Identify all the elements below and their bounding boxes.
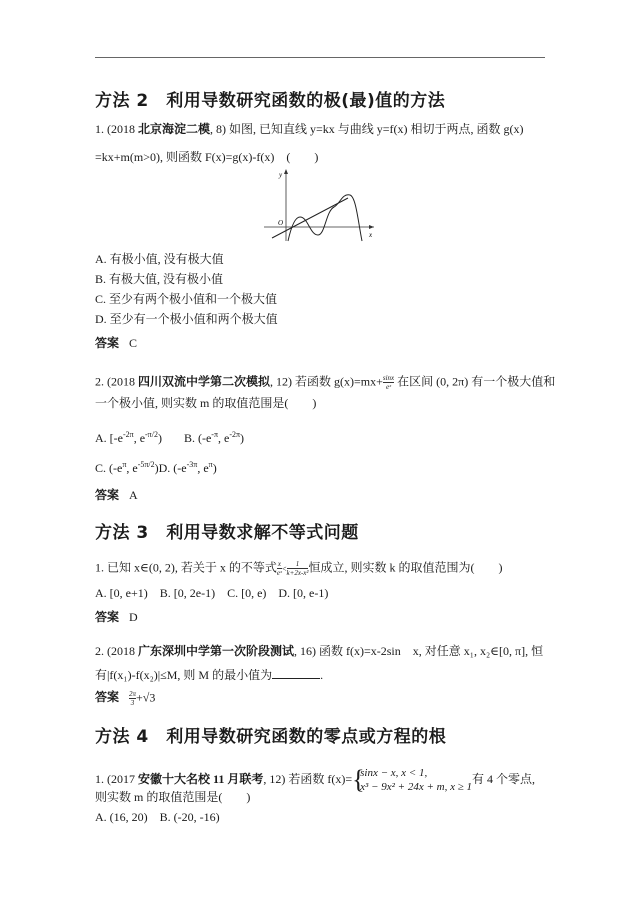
exponent: -π [211, 430, 218, 439]
text: ) [240, 431, 245, 445]
text: 有|f(x₁)-f(x₂)|≤M, 则 M 的最小值为 [95, 668, 273, 682]
text: 1. (2017 [95, 771, 138, 786]
piece-1: sinx − x, x < 1, [360, 767, 428, 779]
answer-label: 答案 [95, 690, 120, 705]
origin-label: O [278, 219, 284, 227]
exponent: -2π [122, 430, 134, 439]
text: , e [197, 461, 209, 475]
s2-q2-answer [95, 488, 138, 502]
numerator: 2π [129, 690, 137, 698]
denominator: eˣ [276, 569, 282, 577]
section-3-title: 方法 3 利用导数求解不等式问题 [95, 523, 359, 543]
answer-value: D [129, 610, 138, 624]
text: 2. (2018 [95, 644, 138, 658]
text: , 12) 若函数 g(x)=mx+ [270, 374, 383, 389]
question-source: 四川双流中学第二次模拟 [138, 374, 271, 389]
s2-q2-options-ab [95, 428, 244, 445]
answer-value: A [129, 488, 138, 502]
x-axis-label: x [369, 231, 373, 239]
section-2-title: 方法 2 利用导数研究函数的极(最)值的方法 [95, 91, 446, 111]
text: , 12) 若函数 f(x)= [263, 771, 353, 786]
s3-q2-answer [95, 690, 155, 707]
exponent: -2π [229, 430, 241, 439]
exponent: -π/2 [145, 430, 158, 439]
text: 2. (2018 [95, 374, 138, 389]
piecewise-function [352, 766, 472, 794]
numerator: 1 [287, 560, 309, 569]
s2-q1-option-b: B. 有极大值, 没有极小值 [95, 272, 224, 286]
text: 1. (2018 [95, 122, 138, 136]
denominator: eˣ [385, 383, 392, 391]
answer-label: 答案 [95, 610, 120, 624]
top-rule [95, 57, 545, 58]
question-source: 广东深圳中学第一次阶段测试 [138, 644, 295, 658]
text: A. [-e [95, 431, 123, 445]
answer-blank [272, 668, 320, 679]
exponent: π [208, 460, 213, 469]
s3-q2-line1 [95, 644, 543, 658]
s3-q2-line2 [95, 668, 323, 682]
text: , e [217, 431, 230, 445]
s3-q1-answer [95, 610, 138, 624]
text: 有 4 个零点, [471, 771, 535, 786]
text: ) [212, 461, 217, 475]
s2-q2-line2: 一个极小值, 则实数 m 的取值范围是( ) [95, 396, 317, 410]
fraction [383, 374, 394, 391]
answer-label: 答案 [95, 488, 120, 502]
curve-fx [288, 195, 362, 241]
s2-q1-option-d: D. 至少有一个极小值和两个极大值 [95, 312, 278, 326]
s4-q1-options: A. (16, 20) B. (-20, -16) [95, 810, 220, 824]
fraction [287, 560, 309, 577]
text: 在区间 (0, 2π) 有一个极大值和 [394, 374, 556, 389]
y-axis-arrow [284, 169, 288, 174]
text: . [320, 668, 324, 682]
text: , e [133, 431, 146, 445]
s2-q1-line2: =kx+m(m>0), 则函数 F(x)=g(x)-f(x) ( ) [95, 150, 319, 164]
answer-value: C [129, 336, 138, 350]
question-source: 北京海淀二模 [138, 122, 211, 136]
fraction [129, 690, 136, 707]
s2-q1-answer [95, 336, 137, 350]
y-axis-label: y [279, 171, 283, 179]
text: , 16) 函数 f(x)=x-2sin x, 对任意 x₁, x₂∈[0, π], 恒 [294, 644, 544, 658]
function-graph [262, 165, 382, 243]
answer-label: 答案 [95, 336, 120, 350]
numerator: x [277, 560, 281, 568]
piece-2: x³ − 9x² + 24x + m, x ≥ 1 [360, 781, 472, 793]
denominator: 3 [130, 699, 135, 707]
text: 1. 已知 x∈(0, 2), 若关于 x 的不等式 [95, 560, 277, 575]
s2-q2-line1 [95, 374, 555, 391]
brace: { [352, 765, 365, 794]
text: D. (-e [158, 461, 187, 475]
s4-q1-line2: 则实数 m 的取值范围是( ) [95, 790, 251, 804]
s2-q1-option-c: C. 至少有两个极小值和一个极大值 [95, 292, 278, 306]
text: +√3 [136, 690, 156, 705]
s2-q1-line1 [95, 122, 524, 136]
question-source: 安徽十大名校 11 月联考 [138, 771, 264, 786]
less-than-sign: < [281, 564, 287, 574]
s3-q1-options: A. [0, e+1) B. [0, 2e-1) C. [0, e) D. [0, e-1) [95, 586, 329, 600]
text: B. (-e [183, 431, 212, 445]
text: , 8) 如图, 已知直线 y=kx 与曲线 y=f(x) 相切于两点, 函数 g(x) [210, 122, 524, 136]
x-axis-arrow [369, 225, 374, 229]
text: C. (-e [95, 461, 123, 475]
exponent: -5π/2 [137, 460, 155, 469]
exponent: -3π [186, 460, 198, 469]
text: , e [126, 461, 138, 475]
text: 恒成立, 则实数 k 的取值范围为( ) [308, 560, 503, 575]
tangent-line [272, 198, 348, 238]
text: ) [157, 431, 162, 445]
text: ) [154, 461, 159, 475]
exponent: π [122, 460, 127, 469]
section-4-title: 方法 4 利用导数研究函数的零点或方程的根 [95, 727, 447, 747]
numerator: sinx [382, 374, 395, 382]
denominator: k+2x-x² [286, 569, 309, 577]
s2-q2-options-cd [95, 458, 217, 475]
s3-q1-line1 [95, 560, 502, 577]
s2-q1-option-a: A. 有极小值, 没有极大值 [95, 252, 224, 266]
